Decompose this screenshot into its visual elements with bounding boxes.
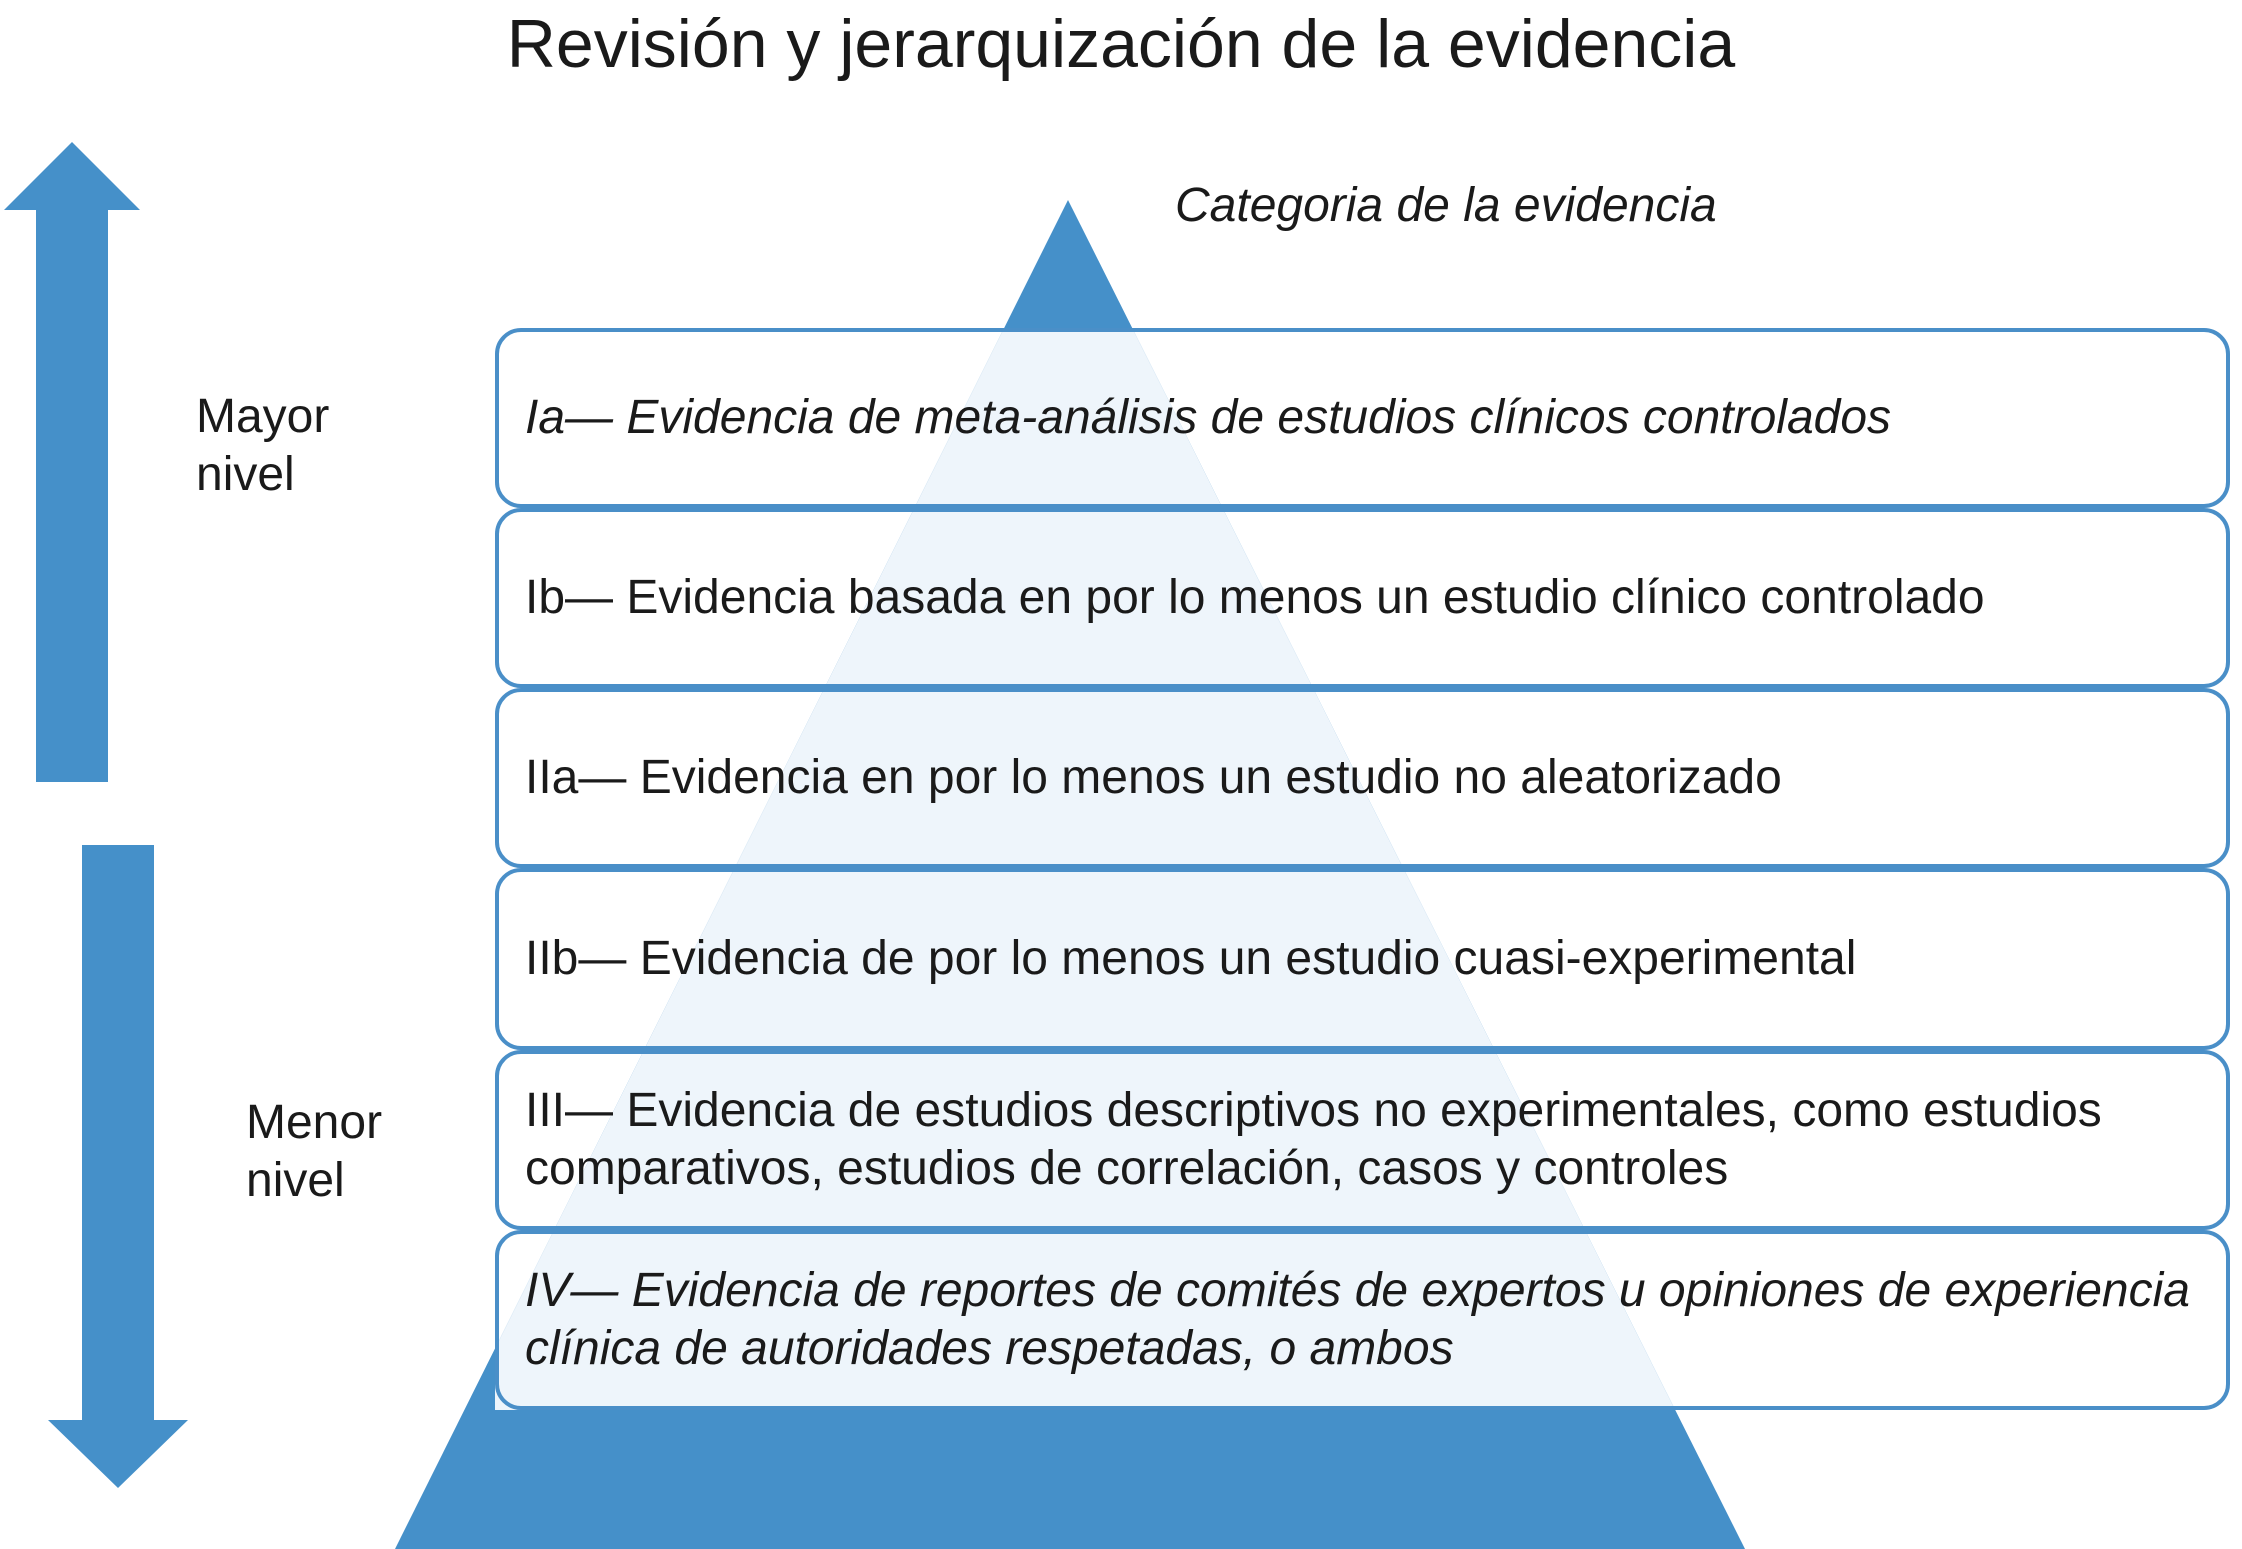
level-text-iia: IIa— Evidencia en por lo menos un estudio no aleatorizado <box>525 751 1782 804</box>
level-text-iv: IV— Evidencia de reportes de comités de expertos u opiniones de experiencia clínica de autoridades respetadas, o ambos <box>525 1264 2190 1375</box>
pyramid-subtitle: Categoria de la evidencia <box>1175 179 1717 232</box>
level-box-iv <box>495 1230 2230 1410</box>
diagram-title: Revisión y jerarquización de la evidencia <box>506 6 1736 82</box>
down-arrow-icon <box>48 845 188 1488</box>
level-box-iib <box>495 868 2230 1050</box>
lower-level-label: Menor nivel <box>246 1096 383 1207</box>
level-text-ia: Ia— Evidencia de meta-análisis de estudios clínicos controlados <box>525 391 1892 444</box>
level-box-iii <box>495 1050 2230 1230</box>
level-text-ib: Ib— Evidencia basada en por lo menos un estudio clínico controlado <box>525 571 1985 624</box>
level-box-ia <box>495 328 2230 508</box>
level-box-iia <box>495 688 2230 868</box>
higher-level-label: Mayor nivel <box>196 390 330 501</box>
up-arrow-icon <box>4 142 140 782</box>
level-text-iib: IIb— Evidencia de por lo menos un estudio cuasi-experimental <box>525 932 1857 985</box>
level-text-iii: III— Evidencia de estudios descriptivos no experimentales, como estudios comparativos, estudios de correlación, casos y controles <box>525 1084 2102 1195</box>
level-box-ib <box>495 508 2230 688</box>
